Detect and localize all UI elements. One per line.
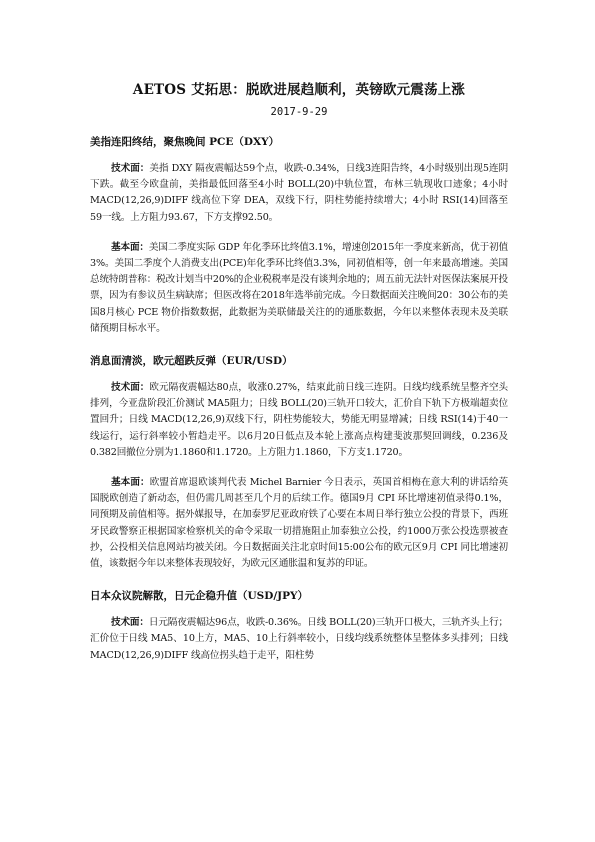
paragraph-lead: 技术面： (111, 163, 150, 174)
paragraph-lead: 基本面： (111, 241, 149, 253)
section-heading: 日本众议院解散，日元企稳升值（USD/JPY） (90, 590, 309, 603)
document-title: AETOS 艾拓思：脱欧进展趋顺利，英镑欧元震荡上涨 (132, 82, 466, 98)
paragraph-lead: 技术面： (111, 617, 149, 629)
paragraph-lead: 基本面： (111, 477, 150, 489)
paragraph-technical (90, 380, 508, 461)
paragraph-text: 美指 DXY 隔夜震幅达59个点，收跌-0.34%，日线3连阳告终，4小时级别出现5连阴下跌。截至今欧盘前，美指最低回落至4小时 BOLL(20)中轨位置，布林三轨现收口迹象；4小时 MACD(12,26,9)DIFF 线高位下穿 DEA，双线下行，阴柱势能持续增大；4小时 RSI(14)回落至59一线。上方阻力93.67，下方支撑92.50。 (90, 163, 509, 223)
section-heading: 美指连阳终结，聚焦晚间 PCE（DXY） (90, 136, 280, 148)
paragraph-technical (90, 161, 508, 226)
paragraph-text: 欧盟首席退欧谈判代表 Michel Barnier 今日表示，英国首相梅在意大利的讲话给英国脱欧创造了新动态，但仍需几周甚至几个月的后续工作。德国9月 CPI 环比增速初值录得0.1%，同预期及前值相等。据外媒报导，在加泰罗尼亚政府铁了心要在本周日举行独立公投的背景下，西班牙民政警察正根据国家检察机关的命令采取一切措施阻止加泰独立公投，约1000万张公投选票被查抄，公投相关信息网站均被关闭。今日数据面关注北京时间15:00公布的欧元区9月 CPI 同比增速初值，该数据今年以来整体表现较好，为欧元区通胀温和复苏的印证。 (90, 477, 508, 570)
document-date: 2017-9-29 (270, 106, 328, 118)
section-usdjpy (90, 588, 508, 664)
paragraph-text: 欧元隔夜震幅达80点，收涨0.27%，结束此前日线三连阴。日线均线系统呈整齐空头排列，今亚盘阶段汇价测试 MA5阻力；日线 BOLL(20)三轨开口较大，汇价自下轨下方极端超卖位置回升；日线 MACD(12,26,9)双线下行，阴柱势能较大，势能无明显增减；日线 RSI(14)于40一线运行，运行斜率较小暂趋走平。以6月20日低点及本轮上涨高点构建斐波那契回调线，0.236及0.382回撤位分别为1.1860和1.1720。上方阻力1.1860，下方支1.1720。 (90, 382, 508, 458)
section-heading: 消息面清淡，欧元超跌反弹（EUR/USD） (90, 355, 293, 368)
document-page (90, 70, 508, 673)
paragraph-fundamental (90, 240, 508, 337)
paragraph-fundamental (90, 475, 508, 572)
paragraph-technical (90, 615, 508, 664)
paragraph-text: 美国二季度实际 GDP 年化季环比终值3.1%，增速创2015年一季度来新高，优于初值3%。美国二季度个人消费支出(PCE)年化季环比终值3.3%，同初值相等，创一年来最高增速。美国总统特朗普称：税改计划当中20%的企业税税率是没有谈判余地的；周五前无法针对医保法案展开投票，因为有参议员生病缺席；但医改将在2018年选举前完成。今日数据面关注晚间20：30公布的美国8月核心 PCE 物价指数数据，此数据为美联储最关注的的通胀数据，今年以来整体表现未及美联储预期目标水平。 (90, 241, 508, 334)
paragraph-text: 日元隔夜震幅达96点，收跌-0.36%。日线 BOLL(20)三轨开口极大，三轨齐头上行；汇价位于日线 MA5、10上方，MA5、10上行斜率较小，日线均线系统整体呈整体多头排列；日线 MACD(12,26,9)DIFF 线高位拐头趋于走平，阳柱势 (90, 617, 508, 661)
section-dxy (90, 134, 508, 337)
paragraph-lead: 技术面： (111, 382, 150, 394)
section-eurusd (90, 353, 508, 572)
